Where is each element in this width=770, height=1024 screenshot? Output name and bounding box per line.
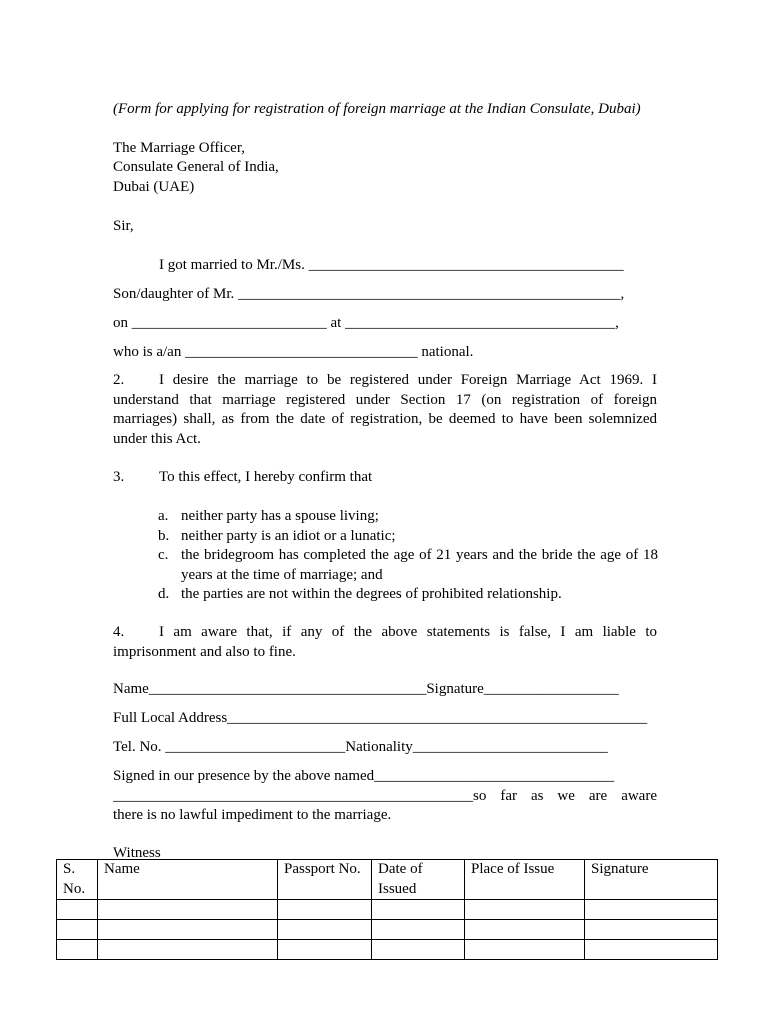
condition-item: b. neither party is an idiot or a lunatic;	[158, 527, 396, 544]
presence-line-3: there is no lawful impediment to the marriage.	[113, 807, 392, 823]
conditions-list	[158, 507, 658, 605]
header-note: (Form for applying for registration of foreign marriage at the Indian Consulate, Dubai)	[113, 101, 641, 117]
witness-table-header	[57, 860, 718, 900]
name-signature-field: Name_____________________________________Signature__________________	[113, 681, 619, 697]
col-serial-no: S. No.	[57, 860, 98, 900]
witness-title: Witness	[113, 845, 161, 861]
paragraph-2-number: 2.	[113, 372, 125, 388]
address-line-3: Dubai (UAE)	[113, 179, 195, 195]
condition-item: d. the parties are not within the degrees of prohibited relationship.	[158, 586, 562, 602]
paragraph-4	[113, 623, 657, 662]
witness-table	[56, 859, 718, 960]
presence-line-1: Signed in our presence by the above named________________________________	[113, 768, 615, 784]
married-to-field: I got married to Mr./Ms. __________________________________________	[159, 257, 624, 273]
address-line-1: The Marriage Officer,	[113, 140, 245, 156]
date-place-field: on __________________________ at ____________________________________,	[113, 315, 619, 331]
address-line-2: Consulate General of India,	[113, 159, 279, 175]
col-signature: Signature	[585, 860, 718, 900]
paragraph-3-text: To this effect, I hereby confirm that	[159, 469, 373, 485]
paragraph-2	[113, 371, 657, 449]
witness-row	[57, 940, 718, 960]
col-passport-no: Passport No.	[278, 860, 372, 900]
salutation: Sir,	[113, 218, 134, 234]
col-place-of-issue: Place of Issue	[465, 860, 585, 900]
paragraph-2-text: I desire the marriage to be registered under Foreign Marriage Act 1969. I understand that marriage registered under Section 17 (on registration of foreign marriages) shall, as from the date of registration, be deemed to have been solemnized under this Act.	[113, 372, 657, 447]
witness-row	[57, 900, 718, 920]
local-address-field: Full Local Address________________________________________________________	[113, 710, 648, 726]
witness-row	[57, 920, 718, 940]
paragraph-4-text: I am aware that, if any of the above statements is false, I am liable to imprisonment and also to fine.	[113, 624, 657, 660]
son-daughter-field: Son/daughter of Mr. ___________________________________________________,	[113, 286, 625, 302]
col-name: Name	[98, 860, 278, 900]
paragraph-3	[113, 468, 657, 488]
paragraph-3-number: 3.	[113, 469, 125, 485]
presence-line-2: ________________________________________________so far as we are aware	[113, 788, 657, 804]
tel-nationality-field: Tel. No. ________________________Nationality__________________________	[113, 739, 608, 755]
condition-item: a. neither party has a spouse living;	[158, 508, 379, 524]
col-date-issued: Date of Issued	[372, 860, 465, 900]
nationality-field: who is a/an _______________________________ national.	[113, 344, 474, 360]
paragraph-4-number: 4.	[113, 624, 125, 640]
condition-item: c. the bridegroom has completed the age of 21 years and the bride the age of 18 years at the time of marriage; and	[158, 547, 658, 583]
